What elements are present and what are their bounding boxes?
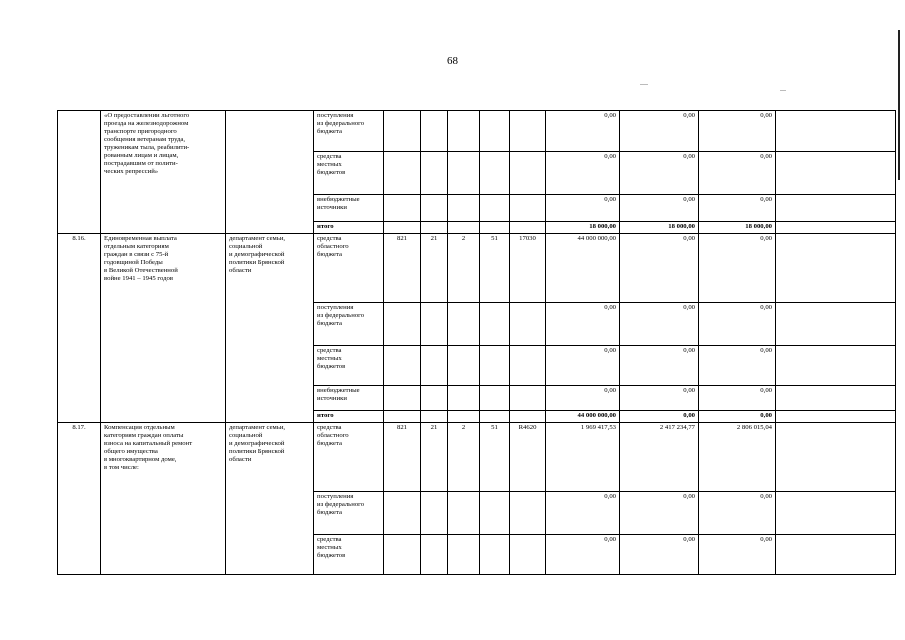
funding-source: итого — [314, 411, 384, 423]
item-index — [58, 111, 101, 234]
rz-code — [421, 492, 448, 535]
funding-source: внебюджетные источники — [314, 195, 384, 222]
indicator-cell — [776, 222, 896, 234]
amount-year-1: 0,00 — [546, 346, 620, 386]
pr-code: 2 — [448, 234, 480, 303]
funding-source: средства местных бюджетов — [314, 152, 384, 195]
pr-code: 2 — [448, 423, 480, 492]
grbs-code — [384, 492, 421, 535]
pr-code — [448, 386, 480, 411]
grbs-code — [384, 195, 421, 222]
amount-year-2: 0,00 — [620, 152, 699, 195]
indicator-cell — [776, 234, 896, 303]
indicator-cell — [776, 195, 896, 222]
cs-code-1 — [480, 411, 510, 423]
item-name: Компенсация отдельным категориям граждан оплаты взноса на капитальный ремонт общего имущества в многоквартирном доме, в том числе: — [101, 423, 226, 575]
indicator-cell — [776, 492, 896, 535]
grbs-code — [384, 346, 421, 386]
pr-code — [448, 303, 480, 346]
amount-year-3: 0,00 — [699, 492, 776, 535]
item-executor: департамент семьи, социальной и демографической политики Брянской области — [226, 423, 314, 575]
amount-year-2: 0,00 — [620, 535, 699, 575]
funding-source: внебюджетные источники — [314, 386, 384, 411]
cs-code-2 — [510, 303, 546, 346]
grbs-code — [384, 535, 421, 575]
indicator-cell — [776, 423, 896, 492]
amount-year-1: 0,00 — [546, 492, 620, 535]
amount-year-3: 0,00 — [699, 346, 776, 386]
funding-source: средства местных бюджетов — [314, 535, 384, 575]
pr-code — [448, 346, 480, 386]
cs-code-1: 51 — [480, 234, 510, 303]
grbs-code: 821 — [384, 234, 421, 303]
cs-code-1: 51 — [480, 423, 510, 492]
rz-code: 21 — [421, 234, 448, 303]
item-index: 8.17. — [58, 423, 101, 575]
grbs-code — [384, 111, 421, 152]
funding-source: поступления из федерального бюджета — [314, 492, 384, 535]
amount-year-1: 0,00 — [546, 152, 620, 195]
indicator-cell — [776, 386, 896, 411]
pr-code — [448, 411, 480, 423]
funding-source: средства областного бюджета — [314, 234, 384, 303]
item-name: «О предоставлении льготного проезда на железнодорожном транспорте пригородного сообщения ветеранам труда, труженикам тыла, реабилити- рованным лицам и лицам, пострадавшим от полити- ческих репрессий» — [101, 111, 226, 234]
cs-code-2 — [510, 152, 546, 195]
cs-code-2 — [510, 492, 546, 535]
cs-code-2 — [510, 222, 546, 234]
amount-year-2: 0,00 — [620, 195, 699, 222]
grbs-code: 821 — [384, 423, 421, 492]
amount-year-3: 18 000,00 — [699, 222, 776, 234]
grbs-code — [384, 411, 421, 423]
indicator-cell — [776, 535, 896, 575]
budget-table — [57, 110, 896, 575]
rz-code — [421, 411, 448, 423]
item-index: 8.16. — [58, 234, 101, 423]
indicator-cell — [776, 152, 896, 195]
cs-code-1 — [480, 111, 510, 152]
amount-year-3: 0,00 — [699, 152, 776, 195]
rz-code — [421, 535, 448, 575]
rz-code — [421, 222, 448, 234]
rz-code — [421, 195, 448, 222]
scan-artifact — [640, 84, 648, 85]
funding-source: средства областного бюджета — [314, 423, 384, 492]
amount-year-3: 2 806 015,04 — [699, 423, 776, 492]
amount-year-1: 44 000 000,00 — [546, 411, 620, 423]
amount-year-1: 0,00 — [546, 195, 620, 222]
amount-year-3: 0,00 — [699, 195, 776, 222]
pr-code — [448, 535, 480, 575]
cs-code-2 — [510, 346, 546, 386]
item-executor: департамент семьи, социальной и демографической политики Брянской области — [226, 234, 314, 423]
cs-code-2 — [510, 386, 546, 411]
grbs-code — [384, 222, 421, 234]
amount-year-1: 0,00 — [546, 303, 620, 346]
cs-code-2 — [510, 195, 546, 222]
funding-source: поступления из федерального бюджета — [314, 303, 384, 346]
pr-code — [448, 492, 480, 535]
cs-code-1 — [480, 222, 510, 234]
pr-code — [448, 152, 480, 195]
pr-code — [448, 222, 480, 234]
rz-code — [421, 386, 448, 411]
pr-code — [448, 111, 480, 152]
amount-year-2: 0,00 — [620, 234, 699, 303]
scan-artifact — [780, 90, 786, 91]
amount-year-3: 0,00 — [699, 386, 776, 411]
cs-code-1 — [480, 386, 510, 411]
amount-year-1: 1 969 417,53 — [546, 423, 620, 492]
cs-code-2: R4620 — [510, 423, 546, 492]
amount-year-2: 0,00 — [620, 492, 699, 535]
funding-source: средства местных бюджетов — [314, 346, 384, 386]
indicator-cell — [776, 111, 896, 152]
cs-code-1 — [480, 535, 510, 575]
amount-year-2: 2 417 234,77 — [620, 423, 699, 492]
cs-code-1 — [480, 303, 510, 346]
amount-year-3: 0,00 — [699, 535, 776, 575]
cs-code-2 — [510, 111, 546, 152]
amount-year-1: 44 000 000,00 — [546, 234, 620, 303]
cs-code-2 — [510, 411, 546, 423]
amount-year-2: 0,00 — [620, 346, 699, 386]
rz-code — [421, 303, 448, 346]
table-row — [58, 423, 896, 492]
amount-year-2: 0,00 — [620, 111, 699, 152]
page-number: 68 — [447, 55, 458, 67]
rz-code — [421, 111, 448, 152]
cs-code-2 — [510, 535, 546, 575]
amount-year-1: 0,00 — [546, 111, 620, 152]
amount-year-1: 0,00 — [546, 386, 620, 411]
rz-code — [421, 152, 448, 195]
amount-year-2: 18 000,00 — [620, 222, 699, 234]
amount-year-1: 0,00 — [546, 535, 620, 575]
indicator-cell — [776, 411, 896, 423]
grbs-code — [384, 152, 421, 195]
cs-code-1 — [480, 195, 510, 222]
amount-year-2: 0,00 — [620, 386, 699, 411]
amount-year-1: 18 000,00 — [546, 222, 620, 234]
funding-source: поступления из федерального бюджета — [314, 111, 384, 152]
item-name: Единовременная выплата отдельным категориям граждан в связи с 75-й годовщиной Победы в Великой Отечественной войне 1941 – 1945 годов — [101, 234, 226, 423]
scan-edge-mark — [898, 30, 900, 180]
amount-year-2: 0,00 — [620, 303, 699, 346]
amount-year-3: 0,00 — [699, 111, 776, 152]
indicator-cell — [776, 303, 896, 346]
grbs-code — [384, 303, 421, 346]
cs-code-1 — [480, 152, 510, 195]
amount-year-3: 0,00 — [699, 234, 776, 303]
indicator-cell — [776, 346, 896, 386]
cs-code-1 — [480, 492, 510, 535]
table-row — [58, 111, 896, 152]
item-executor — [226, 111, 314, 234]
amount-year-3: 0,00 — [699, 303, 776, 346]
rz-code — [421, 346, 448, 386]
amount-year-3: 0,00 — [699, 411, 776, 423]
pr-code — [448, 195, 480, 222]
cs-code-1 — [480, 346, 510, 386]
cs-code-2: 17030 — [510, 234, 546, 303]
grbs-code — [384, 386, 421, 411]
amount-year-2: 0,00 — [620, 411, 699, 423]
table-row — [58, 234, 896, 303]
rz-code: 21 — [421, 423, 448, 492]
funding-source: итого — [314, 222, 384, 234]
